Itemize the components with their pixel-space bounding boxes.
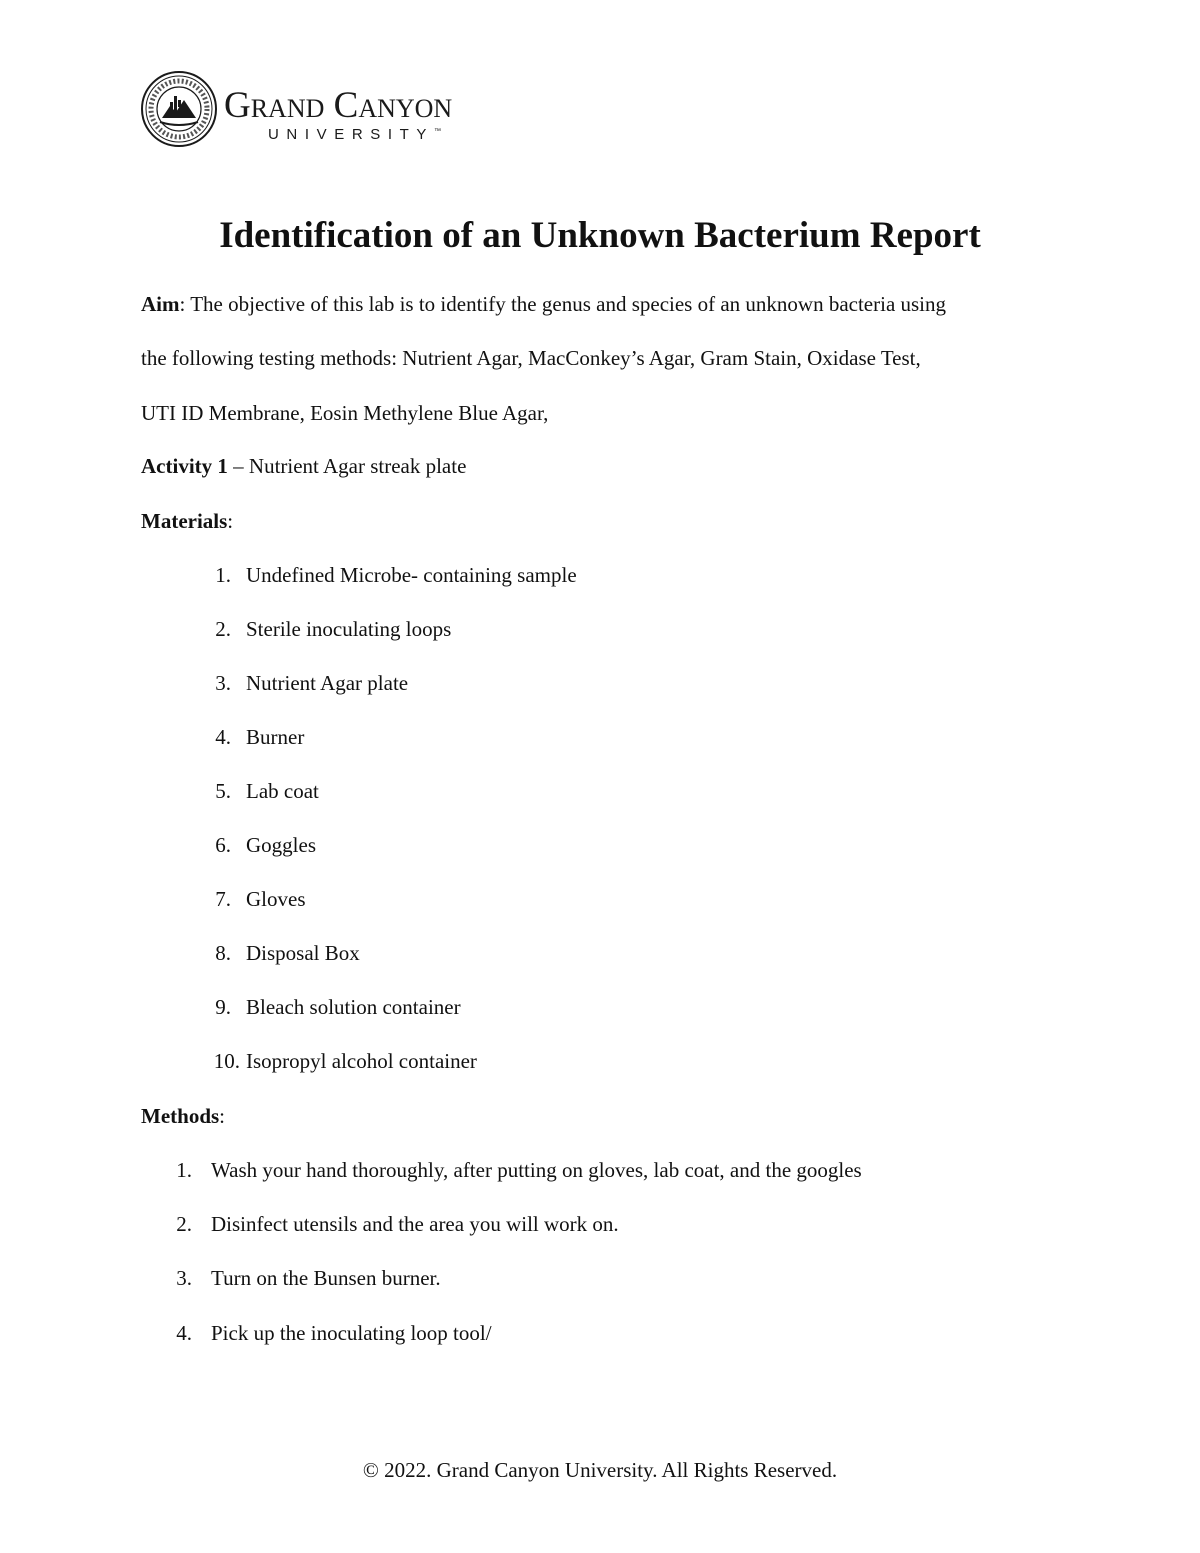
aim-label: Aim — [141, 292, 180, 316]
logo-subtitle: UNIVERSITY™ — [268, 126, 442, 143]
university-seal-icon — [140, 70, 218, 148]
copyright-footer: © 2022. Grand Canyon University. All Rights Reserved. — [362, 1458, 838, 1482]
methods-heading: Methods: — [141, 1104, 226, 1128]
activity-heading: Activity 1 – Nutrient Agar streak plate — [141, 454, 467, 478]
activity-label: Activity 1 — [141, 454, 228, 478]
aim-line-2: the following testing methods: Nutrient Agar, MacConkey’s Agar, Gram Stain, Oxidase Test, — [141, 346, 921, 370]
report-title: Identification of an Unknown Bacterium Report — [219, 215, 981, 256]
materials-label: Materials — [141, 509, 228, 533]
materials-heading: Materials: — [141, 509, 234, 533]
aim-line-1: Aim: The objective of this lab is to identify the genus and species of an unknown bacteria using — [141, 292, 947, 316]
aim-line-3: UTI ID Membrane, Eosin Methylene Blue Agar, — [141, 401, 549, 425]
university-logo — [140, 70, 480, 150]
document-page: Grand Canyon UNIVERSITY™ Identification of an Unknown Bacterium Report Aim: The objective of this lab is to identify the genus and species of an unknown bacteria using the following testing methods: Nutrient Agar, MacConkey’s Agar, Gram Stain, Oxidase Test, UTI ID Membrane, Eosin Methylene Blue Agar, Activity 1 – Nutrient Agar streak plate Materials: 1. Undefined Microbe- containing sample 2. Sterile inoculating loops 3. Nutrient Agar plate 4. Burner 5. Lab coat 6. Goggles 7. Gloves 8. Disposal Box 9. Bleach solution container 10. Isopropyl alcohol container Methods: 1. Wash your hand thoroughly, after putting on gloves, lab coat, and the googles 2. Disinfect utensils and the area you will work on. 3. Turn on the Bunsen burner. 4. Pick up the inoculating loop tool/ © 2022. Grand Canyon University. All Rights Reserved. — [0, 0, 1200, 1553]
logo-wordmark: Grand Canyon — [224, 85, 453, 126]
methods-label: Methods — [141, 1104, 220, 1128]
